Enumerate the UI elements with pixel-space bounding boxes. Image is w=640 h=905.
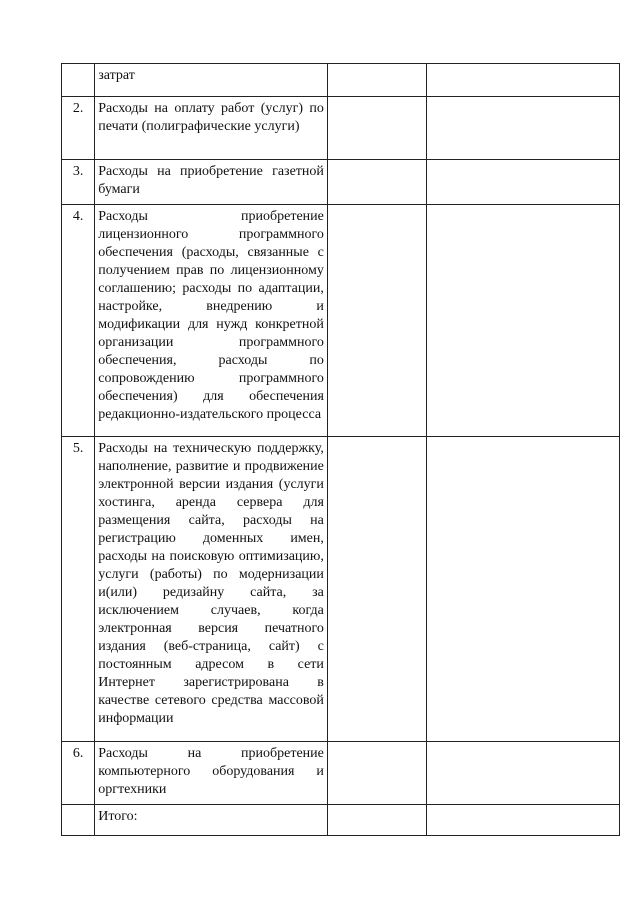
expense-description: Расходы на приобретение газетной бумаги xyxy=(95,160,328,205)
row-number: 4. xyxy=(62,205,95,437)
note-cell xyxy=(426,205,619,437)
expense-description: Расходы на приобретение компьютерного оборудования и оргтехники xyxy=(95,742,328,805)
table-row xyxy=(62,437,620,742)
note-cell xyxy=(426,97,619,160)
note-cell xyxy=(426,805,619,836)
expense-description: Расходы на оплату работ (услуг) по печати (полиграфические услуги) xyxy=(95,97,328,160)
row-number: 5. xyxy=(62,437,95,742)
expense-description: Расходы на техническую поддержку, наполнение, развитие и продвижение электронной версии издания (услуги хостинга, аренда сервера для размещения сайта, расходы на регистрацию доменных имен, расходы на поисковую оптимизацию, услуги (работы) по модернизации и(или) редизайну сайта, за исключением случаев, когда электронная версия печатного издания (веб-страница, сайт) с постоянным адресом в сети Интернет зарегистрирована в качестве сетевого средства массовой информации xyxy=(95,437,328,742)
expenses-table xyxy=(61,63,620,836)
expense-description: Расходы приобретение лицензионного программного обеспечения (расходы, связанные с получением прав по лицензионному соглашению; расходы по адаптации, настройке, внедрению и модификации для нужд конкретной организации программного обеспечения, расходы по сопровождению программного обеспечения) для обеспечения редакционно-издательского процесса xyxy=(95,205,328,437)
table-row xyxy=(62,742,620,805)
row-number: 2. xyxy=(62,97,95,160)
expense-description: затрат xyxy=(95,64,328,97)
amount-cell xyxy=(327,97,426,160)
note-cell xyxy=(426,160,619,205)
row-number xyxy=(62,64,95,97)
amount-cell xyxy=(327,437,426,742)
table-row xyxy=(62,805,620,836)
note-cell xyxy=(426,64,619,97)
amount-cell xyxy=(327,160,426,205)
row-number xyxy=(62,805,95,836)
total-label: Итого: xyxy=(95,805,328,836)
amount-cell xyxy=(327,205,426,437)
table-row xyxy=(62,160,620,205)
table-row xyxy=(62,205,620,437)
amount-cell xyxy=(327,805,426,836)
note-cell xyxy=(426,742,619,805)
row-number: 6. xyxy=(62,742,95,805)
row-number: 3. xyxy=(62,160,95,205)
table-row xyxy=(62,64,620,97)
amount-cell xyxy=(327,64,426,97)
amount-cell xyxy=(327,742,426,805)
table-row xyxy=(62,97,620,160)
note-cell xyxy=(426,437,619,742)
